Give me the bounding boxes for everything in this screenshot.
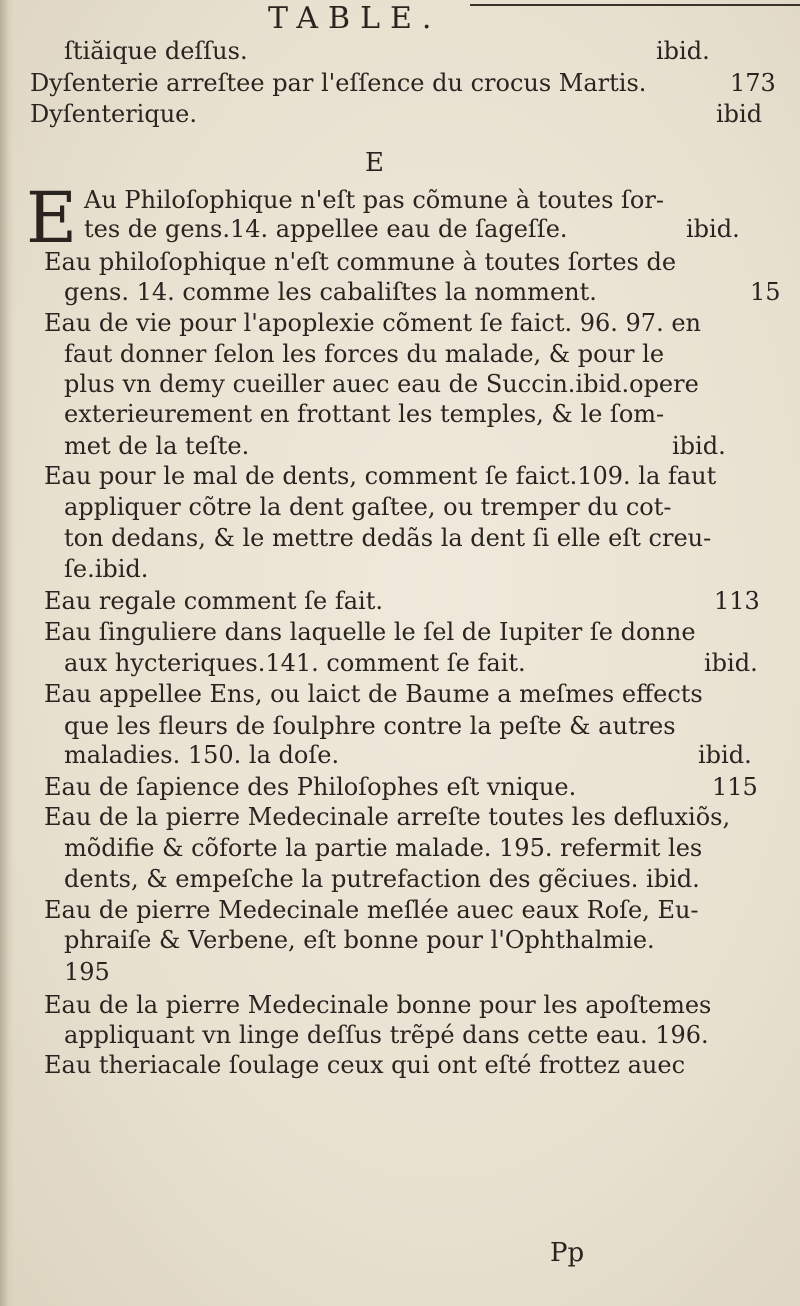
page-gutter (0, 0, 14, 1306)
entry-text: Eau theriacale ſoulage ceux qui ont eſté frottez auec (44, 1051, 686, 1079)
page-reference: ibid. (704, 649, 758, 677)
page-reference: ibid. (686, 215, 740, 243)
entry-text: faut donner ſelon les forces du malade, & pour le (64, 340, 665, 368)
page-reference: 15 (750, 278, 781, 306)
page-reference: ibid. (656, 37, 710, 65)
entry-text: Eau de la pierre Medecinale arreſte toutes les defluxiõs, (44, 803, 731, 831)
entry-text: dents, & empeſche la putrefaсtion des gẽciues. ibid. (64, 865, 700, 893)
drop-cap: E (26, 177, 78, 259)
entry-text: ſe.ibid. (64, 555, 149, 583)
entry-text: ton dedans, & le mettre dedãs la dent ſi elle eſt creu- (64, 524, 712, 552)
entry-text: Dyſenterique. (30, 100, 197, 128)
entry-text: exterieurement en frottant les temples, & le ſom- (64, 400, 665, 428)
entry-text: Eau pour le mal de dents, comment ſe faiсt.109. la faut (44, 462, 717, 490)
entry-text: Eau de vie pour l'apoplexie cõment ſe faiсt. 96. 97. en (44, 309, 701, 337)
page-reference: 173 (730, 69, 776, 97)
entry-text: Eau regale comment ſe fait. (44, 587, 383, 615)
entry-text: Eau de pierre Medecinale meſlée auec eaux Roſe, Eu- (44, 896, 699, 924)
entry-text: Dyſenterie arreſtee par l'eſſence du crocus Martis. (30, 69, 647, 97)
entry-text: Eau ſinguliere dans laquelle le ſel de Iupiter ſe donne (44, 618, 696, 646)
entry-text: met de la teſte. (64, 432, 250, 460)
entry-text: tes de gens.14. appellee eau de ſageſſe. (84, 215, 568, 243)
page-reference: ibid. (698, 741, 752, 769)
entry-text: phraiſe & Verbene, eſt bonne pour l'Ophthalmie. (64, 926, 655, 954)
section-letter: E (365, 148, 384, 178)
entry-text: Eau appellee Ens, ou laiсt de Baume a meſmes effeсts (44, 680, 703, 708)
entry-text: appliquer cõtre la dent gaſtee, ou tremper du cot- (64, 493, 672, 521)
entry-text: gens. 14. comme les cabaliſtes la nomment. (64, 278, 597, 306)
entry-text: maladies. 150. la doſe. (64, 741, 340, 769)
running-head: TABLE. (268, 1, 442, 36)
header-rule (470, 4, 800, 6)
page-reference: 113 (714, 587, 760, 615)
page-reference: 115 (712, 773, 758, 801)
entry-text: mõdifie & cõforte la partie malade. 195. refermit les (64, 834, 703, 862)
entry-text: que les fleurs de ſoulphre contre la peſte & autres (64, 712, 676, 740)
entry-text: plus vn demy cueiller auec eau de Succin.ibid.opere (64, 370, 699, 398)
entry-text: aux hyсteriques.141. comment ſe fait. (64, 649, 526, 677)
catchword: Pp (550, 1238, 585, 1268)
page-reference: ibid. (672, 432, 726, 460)
entry-text: Au Philoſophique n'eſt pas cõmune à toutes ſor- (84, 186, 664, 214)
page-reference: ibid (716, 100, 763, 128)
entry-text: appliquant vn linge deſſus trẽpé dans cette eau. 196. (64, 1021, 709, 1049)
entry-text: 195 (64, 958, 110, 986)
entry-text: ſtiӑique deſſus. (64, 37, 248, 65)
entry-text: Eau de ſapience des Philoſophes eſt vnique. (44, 773, 577, 801)
entry-text: Eau philoſophique n'eſt commune à toutes ſortes de (44, 248, 677, 276)
entry-text: Eau de la pierre Medecinale bonne pour les apoſtemes (44, 991, 712, 1019)
